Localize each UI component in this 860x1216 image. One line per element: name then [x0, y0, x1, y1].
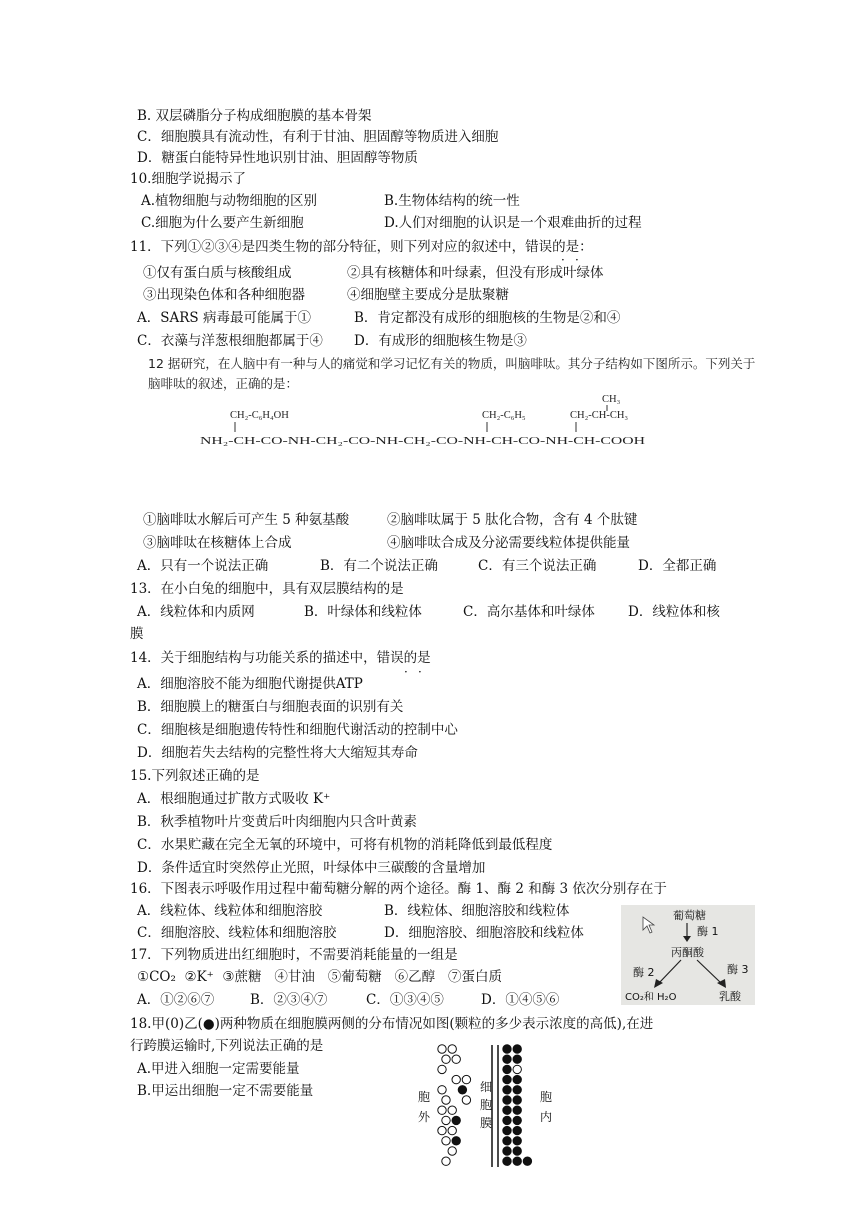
particle-a-outside [438, 1045, 446, 1053]
particle-b-inside [513, 1137, 521, 1145]
q18-option-b: B.甲运出细胞一定不需要能量 [137, 1083, 314, 1099]
r5-group: CH₂-CH-CH₃ [570, 410, 629, 421]
r4-group: CH₂-C₆H₅ [482, 410, 526, 421]
q16-stem: 16．下图表示呼吸作用过程中葡萄糖分解的两个途径。酶 1、酶 2 和酶 3 依次分别存在于 [130, 881, 667, 897]
emphasis-dot: · [575, 253, 579, 267]
particle-a-outside [438, 1126, 446, 1134]
particle-b-inside [503, 1045, 511, 1053]
q11-feature-2: ②具有核糖体和叶绿素，但没有形成叶绿体 [347, 265, 604, 281]
q17-option-d: D．①④⑤⑥ [481, 992, 560, 1008]
q11-option-a: A．SARS 病毒最可能属于① [137, 310, 311, 326]
q18-stem-line2: 行跨膜运输时,下列说法正确的是 [130, 1038, 324, 1054]
particle-b-inside [513, 1147, 521, 1155]
q16-option-d: D．细胞溶胶、细胞溶胶和线粒体 [384, 925, 584, 941]
particle-a-outside [438, 1065, 446, 1073]
particle-b-inside [503, 1086, 511, 1094]
particle-b-inside [503, 1055, 511, 1063]
q14-option-b: B．细胞膜上的糖蛋白与细胞表面的识别有关 [137, 699, 404, 715]
membrane-label-2: 胞 [480, 1098, 493, 1112]
q10-option-c: C.细胞为什么要产生新细胞 [141, 215, 304, 231]
emphasis-dot: · [404, 665, 408, 679]
q10-stem: 10.细胞学说揭示了 [130, 171, 246, 187]
inside-label-2: 内 [540, 1110, 553, 1124]
q15-option-a: A．根细胞通过扩散方式吸收 K⁺ [137, 791, 331, 807]
particle-b-inside [513, 1157, 521, 1165]
q17-option-b: B．②③④⑦ [250, 992, 328, 1008]
particle-a-outside [448, 1126, 456, 1134]
q11-stem: 11．下列①②③④是四类生物的部分特征，则下列对应的叙述中，错误的是： [130, 239, 593, 255]
glucose-label: 葡萄糖 [673, 909, 706, 922]
q14-option-a: A．细胞溶胶不能为细胞代谢提供ATP [137, 676, 363, 692]
particle-a-outside [442, 1137, 450, 1145]
particle-b-inside [513, 1096, 521, 1104]
particle-b-inside [513, 1106, 521, 1114]
particle-a-outside [448, 1106, 456, 1114]
q13-stem: 13．在小白兔的细胞中，具有双层膜结构的是 [130, 581, 404, 597]
outside-label: 胞 [418, 1090, 431, 1104]
q17-items: ①CO₂ ②K⁺ ③蔗糖 ④甘油 ⑤葡萄糖 ⑥乙醇 ⑦蛋白质 [137, 969, 502, 985]
particle-a-outside [438, 1106, 446, 1114]
q10-option-a: A.植物细胞与动物细胞的区别 [141, 193, 318, 209]
emphasis-dot: · [561, 253, 565, 267]
particle-b-inside [503, 1157, 511, 1165]
q15-option-d: D．条件适宜时突然停止光照，叶绿体中三碳酸的含量增加 [137, 860, 486, 876]
particle-b-outside [458, 1086, 466, 1094]
q12-statement-4: ④脑啡呔合成及分泌需要线粒体提供能量 [387, 535, 630, 551]
particle-b-outside [452, 1137, 460, 1145]
particle-a-outside [448, 1147, 456, 1155]
q11-feature-1: ①仅有蛋白质与核酸组成 [143, 265, 292, 281]
outside-label-2: 外 [418, 1110, 431, 1124]
particle-b-inside [513, 1116, 521, 1124]
particle-b-inside [503, 1075, 511, 1083]
particle-a-outside [452, 1075, 460, 1083]
particle-a-outside [442, 1055, 450, 1063]
q11-option-d: D．有成形的细胞核生物是③ [354, 333, 527, 349]
pyruvate-label: 丙酮酸 [671, 946, 704, 959]
particle-b-inside [513, 1045, 521, 1053]
r5-top-methyl: CH₃ [602, 394, 621, 405]
q15-option-b: B．秋季植物叶片变黄后叶肉细胞内只含叶黄素 [137, 814, 417, 830]
q12-stem-line2: 脑啡呔的叙述，正确的是： [148, 376, 299, 391]
enzyme2-label: 酶 2 [633, 966, 655, 979]
q10-option-d: D.人们对细胞的认识是一个艰难曲折的过程 [384, 215, 642, 231]
q17-option-c: C．①③④⑤ [366, 992, 444, 1008]
enzyme3-label: 酶 3 [727, 963, 749, 976]
q9-option-d: D．糖蛋白能特异性地识别甘油、胆固醇等物质 [137, 150, 418, 166]
q13-option-d: D．线粒体和核 [628, 604, 720, 620]
q12-stem-line1: 12 据研究，在人脑中有一种与人的痛觉和学习记忆有关的物质，叫脑啡呔。其分子结构如下图所示。下列关于 [148, 356, 756, 371]
particle-b-inside [513, 1075, 521, 1083]
q12-molecule-formula [200, 392, 680, 452]
r1-group: CH₂-C₆H₄OH [230, 410, 289, 421]
q11-option-b: B．肯定都没有成形的细胞核的生物是②和④ [354, 310, 621, 326]
particle-b-inside [503, 1137, 511, 1145]
main-chain: NH₂-CH-CO-NH-CH₂-CO-NH-CH₂-CO-NH-CH-CO-NH-CH-COOH [200, 436, 646, 447]
particle-a-outside [462, 1075, 470, 1083]
q18-stem-line1: 18.甲(0)乙(●)两种物质在细胞膜两侧的分布情况如图(颗粒的多少表示浓度的高低),在进 [130, 1016, 654, 1032]
q9-option-b: B. 双层磷脂分子构成细胞膜的基本骨架 [137, 108, 372, 124]
particle-b-inside [513, 1126, 521, 1134]
q12-statement-1: ①脑啡呔水解后可产生 5 种氨基酸 [143, 512, 350, 528]
q13-option-d-wrap: 膜 [130, 626, 144, 642]
q15-option-c: C．水果贮藏在完全无氧的环境中，可将有机物的消耗降低到最低程度 [137, 837, 553, 853]
q12-option-c: C．有三个说法正确 [478, 558, 597, 574]
q15-stem: 15.下列叙述正确的是 [130, 768, 260, 784]
q10-option-b: B.生物体结构的统一性 [384, 193, 520, 209]
q12-option-a: A．只有一个说法正确 [137, 558, 269, 574]
q11-feature-3: ③出现染色体和各种细胞器 [143, 287, 305, 303]
particle-b-inside [503, 1126, 511, 1134]
enzyme1-label: 酶 1 [697, 925, 719, 938]
q16-option-a: A．线粒体、线粒体和细胞溶胶 [137, 903, 323, 919]
q14-option-d: D．细胞若失去结构的完整性将大大缩短其寿命 [137, 745, 418, 761]
q16-option-b: B．线粒体、细胞溶胶和线粒体 [384, 903, 570, 919]
particle-a-outside [442, 1116, 450, 1124]
lactic-acid-label: 乳酸 [719, 990, 741, 1003]
particle-b-inside [513, 1055, 521, 1063]
q12-statement-2: ②脑啡呔属于 5 肽化合物，含有 4 个肽键 [387, 512, 638, 528]
q17-stem: 17．下列物质进出红细胞时，不需要消耗能量的一组是 [130, 947, 458, 963]
inside-label: 胞 [540, 1090, 553, 1104]
particle-b-inside [503, 1065, 511, 1073]
particle-a-outside [452, 1055, 460, 1063]
particle-a-outside [448, 1045, 456, 1053]
particle-b-outside [452, 1116, 460, 1124]
particle-a-outside [442, 1157, 450, 1165]
q13-option-c: C．高尔基体和叶绿体 [463, 604, 595, 620]
q11-feature-4: ④细胞壁主要成分是肽聚糖 [347, 287, 509, 303]
membrane-distribution-figure [414, 1043, 554, 1169]
q18-option-a: A.甲进入细胞一定需要能量 [137, 1061, 300, 1077]
co2-h2o-label: CO₂和 H₂O [625, 992, 677, 1003]
particle-a-outside [442, 1096, 450, 1104]
particle-a-outside [462, 1096, 470, 1104]
respiration-pathway-figure [621, 905, 755, 1005]
q12-option-d: D．全都正确 [638, 558, 717, 574]
membrane-label-3: 膜 [480, 1116, 493, 1130]
particle-b-inside [503, 1147, 511, 1155]
q14-option-c: C．细胞核是细胞遗传特性和细胞代谢活动的控制中心 [137, 722, 458, 738]
q16-option-c: C．细胞溶胶、线粒体和细胞溶胶 [137, 925, 337, 941]
particle-b-inside [503, 1106, 511, 1114]
emphasis-dot: · [418, 665, 422, 679]
particle-b-inside [513, 1086, 521, 1094]
particle-a-inside [513, 1065, 521, 1073]
q13-option-a: A．线粒体和内质网 [137, 604, 255, 620]
q12-option-b: B．有二个说法正确 [320, 558, 438, 574]
membrane-label-1: 细 [480, 1080, 493, 1094]
q11-option-c: C．衣藻与洋葱根细胞都属于④ [137, 333, 323, 349]
q12-statement-3: ③脑啡呔在核糖体上合成 [143, 535, 292, 551]
particle-a-outside [438, 1086, 446, 1094]
q13-option-b: B．叶绿体和线粒体 [304, 604, 422, 620]
q9-option-c: C．细胞膜具有流动性，有利于甘油、胆固醇等物质进入细胞 [137, 129, 499, 145]
particle-b-inside [503, 1116, 511, 1124]
particle-b-inside [503, 1096, 511, 1104]
particle-b-inside [523, 1157, 531, 1165]
q14-stem: 14．关于细胞结构与功能关系的描述中，错误的是 [130, 650, 431, 666]
q17-option-a: A．①②⑥⑦ [137, 992, 215, 1008]
